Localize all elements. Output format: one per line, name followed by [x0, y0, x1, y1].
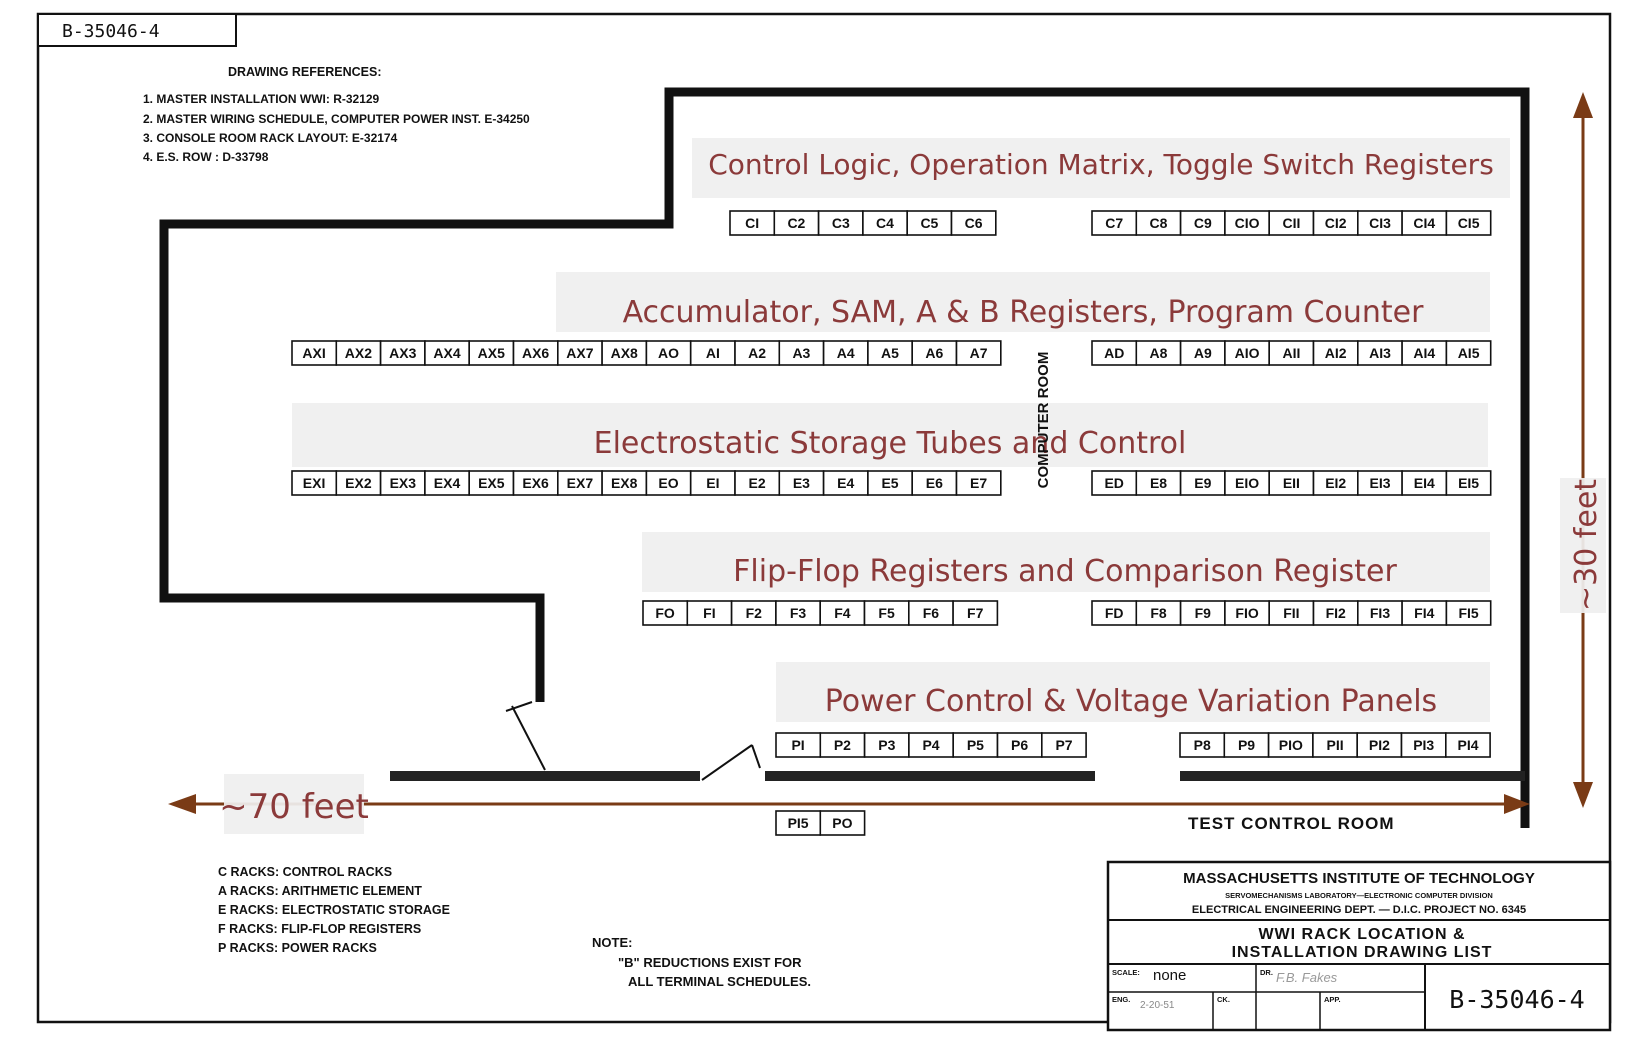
rack-pi3 — [1402, 733, 1446, 757]
ck-label: CK. — [1217, 995, 1230, 1004]
rack-ax2 — [336, 341, 380, 365]
rack-label: FI2 — [1325, 605, 1346, 621]
drawing-references — [143, 65, 530, 164]
dr-value: F.B. Fakes — [1276, 970, 1338, 985]
rack-fi5 — [1446, 601, 1490, 625]
height-dimension-label: ~30 feet — [1569, 478, 1604, 612]
rack-label: P5 — [966, 737, 984, 753]
rack-label: A4 — [836, 345, 855, 361]
rack-ei4 — [1402, 471, 1446, 495]
rack-label: EI4 — [1413, 475, 1435, 491]
rack-c8 — [1136, 211, 1180, 235]
rack-f4 — [820, 601, 864, 625]
rack-row-c-left — [730, 211, 996, 235]
rack-eii — [1269, 471, 1313, 495]
rack-ci — [730, 211, 774, 235]
rack-label: EX5 — [478, 475, 505, 491]
rack-label: AXI — [302, 345, 326, 361]
computer-room-label: COMPUTER ROOM — [1035, 351, 1052, 489]
rack-fii — [1269, 601, 1313, 625]
title-block — [1108, 862, 1610, 1030]
rack-a4 — [824, 341, 868, 365]
overlay-label-accumulator: Accumulator, SAM, A & B Registers, Program Counter — [622, 295, 1424, 330]
rack-label: PIO — [1278, 737, 1303, 753]
rack-label: AI4 — [1413, 345, 1436, 361]
rack-label: AI3 — [1369, 345, 1391, 361]
rack-label: E9 — [1194, 475, 1212, 491]
rack-label: F3 — [789, 605, 807, 621]
rack-label: E2 — [748, 475, 766, 491]
rack-label: PI2 — [1368, 737, 1390, 753]
rack-label: F5 — [878, 605, 895, 621]
rack-label: E3 — [792, 475, 810, 491]
drawing-number-top: B-35046-4 — [62, 21, 160, 42]
rack-ei5 — [1446, 471, 1490, 495]
rack-ei — [691, 471, 735, 495]
rack-ex8 — [602, 471, 646, 495]
rack-fi — [687, 601, 731, 625]
rack-label: CI2 — [1324, 215, 1347, 231]
rack-f8 — [1136, 601, 1180, 625]
rack-label: F7 — [967, 605, 984, 621]
rack-label: EO — [658, 475, 679, 491]
rack-e3 — [779, 471, 823, 495]
rack-label: FI4 — [1414, 605, 1435, 621]
rack-label: CII — [1282, 215, 1301, 231]
rack-eo — [646, 471, 690, 495]
overlay-label-control: Control Logic, Operation Matrix, Toggle Switch Registers — [708, 148, 1494, 181]
rack-label: E4 — [837, 475, 855, 491]
rack-label: AD — [1104, 345, 1125, 361]
rack-label: FI5 — [1458, 605, 1479, 621]
rack-f3 — [776, 601, 820, 625]
rack-p8 — [1180, 733, 1224, 757]
rack-ao — [646, 341, 690, 365]
legend-item: C RACKS: CONTROL RACKS — [218, 865, 393, 879]
rack-ei2 — [1314, 471, 1358, 495]
rack-a3 — [779, 341, 823, 365]
rack-label: P9 — [1237, 737, 1256, 753]
rack-label: ED — [1104, 475, 1124, 491]
rack-ex3 — [381, 471, 425, 495]
rack-label: AIO — [1234, 345, 1260, 361]
rack-label: CIO — [1234, 215, 1260, 231]
rack-label: F2 — [745, 605, 762, 621]
rack-label: CI3 — [1369, 215, 1391, 231]
rack-label: P8 — [1193, 737, 1211, 753]
rack-po — [820, 811, 864, 835]
rack-label: EX6 — [522, 475, 549, 491]
references-title: DRAWING REFERENCES: — [228, 65, 382, 79]
rack-ex4 — [425, 471, 469, 495]
rack-ax8 — [602, 341, 646, 365]
rack-label: EX7 — [566, 475, 594, 491]
rack-c5 — [907, 211, 951, 235]
app-label: APP. — [1324, 995, 1341, 1004]
rack-c4 — [863, 211, 907, 235]
rack-ci3 — [1358, 211, 1402, 235]
width-dimension-label: ~70 feet — [219, 787, 369, 827]
rack-label: F9 — [1194, 605, 1211, 621]
rack-pi — [776, 733, 820, 757]
rack-ex2 — [336, 471, 380, 495]
reference-item: 3. CONSOLE ROOM RACK LAYOUT: E-32174 — [143, 131, 398, 145]
lab-name: SERVOMECHANISMS LABORATORY—ELECTRONIC COMPUTER DIVISION — [1225, 891, 1493, 900]
rack-row-c-right — [1092, 211, 1491, 235]
rack-label: P7 — [1055, 737, 1073, 753]
rack-pi2 — [1357, 733, 1401, 757]
drawing-title-line1: WWI RACK LOCATION & — [1258, 926, 1466, 943]
rack-label: EX3 — [389, 475, 417, 491]
title-block-drawing-number: B-35046-4 — [1449, 985, 1585, 1014]
rack-aii — [1269, 341, 1313, 365]
rack-ci4 — [1402, 211, 1446, 235]
note-line: ALL TERMINAL SCHEDULES. — [628, 974, 811, 989]
rack-label: P4 — [922, 737, 940, 753]
rack-label: C8 — [1149, 215, 1168, 231]
eng-label: ENG. — [1112, 995, 1131, 1004]
test-control-room-label: TEST CONTROL ROOM — [1188, 814, 1395, 833]
rack-fd — [1092, 601, 1136, 625]
rack-row-p-bottom — [776, 811, 865, 835]
reference-item: 4. E.S. ROW : D-33798 — [143, 150, 269, 164]
rack-label: AX4 — [433, 345, 461, 361]
rack-label: EX2 — [345, 475, 372, 491]
rack-e4 — [824, 471, 868, 495]
rack-label: AI — [705, 345, 720, 361]
rack-label: FII — [1283, 605, 1300, 621]
rack-label: EI3 — [1369, 475, 1391, 491]
rack-a2 — [735, 341, 779, 365]
rack-label: EIO — [1235, 475, 1260, 491]
rack-aio — [1225, 341, 1269, 365]
rack-cii — [1269, 211, 1313, 235]
rack-label: F4 — [834, 605, 851, 621]
rack-p7 — [1042, 733, 1086, 757]
rack-label: PI4 — [1457, 737, 1479, 753]
rack-label: AII — [1282, 345, 1301, 361]
rack-ax6 — [514, 341, 558, 365]
rack-p3 — [865, 733, 909, 757]
rack-label: CI — [745, 215, 760, 231]
rack-e6 — [912, 471, 956, 495]
rack-ed — [1092, 471, 1136, 495]
rack-row-a-left — [292, 341, 1001, 365]
rack-pi5 — [776, 811, 820, 835]
department-name: ELECTRICAL ENGINEERING DEPT. — D.I.C. PROJECT NO. 6345 — [1191, 904, 1527, 916]
rack-label: CI4 — [1413, 215, 1436, 231]
rack-f9 — [1181, 601, 1225, 625]
rack-ci5 — [1446, 211, 1490, 235]
rack-label: AO — [658, 345, 679, 361]
rack-c9 — [1181, 211, 1225, 235]
rack-label: A7 — [969, 345, 988, 361]
rack-fi4 — [1402, 601, 1446, 625]
drawing-title-line2: INSTALLATION DRAWING LIST — [1231, 944, 1493, 961]
rack-label: C9 — [1193, 215, 1212, 231]
rack-label: CI5 — [1457, 215, 1480, 231]
rack-row-p-right — [1180, 733, 1490, 757]
rack-ax4 — [425, 341, 469, 365]
rack-label: A3 — [792, 345, 811, 361]
rack-ai — [691, 341, 735, 365]
rack-label: FD — [1104, 605, 1124, 621]
rack-label: P3 — [878, 737, 896, 753]
rack-label: FI — [703, 605, 716, 621]
legend-item: A RACKS: ARITHMETIC ELEMENT — [218, 884, 422, 898]
rack-f6 — [909, 601, 953, 625]
rack-a8 — [1136, 341, 1180, 365]
rack-label: EX8 — [610, 475, 638, 491]
rack-label: C5 — [920, 215, 939, 231]
rack-eio — [1225, 471, 1269, 495]
rack-e2 — [735, 471, 779, 495]
rack-p9 — [1224, 733, 1268, 757]
legend-item: E RACKS: ELECTROSTATIC STORAGE — [218, 903, 450, 917]
rack-fo — [643, 601, 687, 625]
rack-label: AX8 — [610, 345, 638, 361]
scale-label: SCALE: — [1112, 968, 1140, 977]
rack-label: AX2 — [344, 345, 373, 361]
rack-ex5 — [469, 471, 513, 495]
rack-c7 — [1092, 211, 1136, 235]
rack-ax7 — [558, 341, 602, 365]
rack-c6 — [952, 211, 996, 235]
rack-row-f-right — [1092, 601, 1491, 625]
rack-label: AX6 — [521, 345, 550, 361]
rack-ax5 — [469, 341, 513, 365]
rack-label: FI3 — [1369, 605, 1391, 621]
rack-f7 — [953, 601, 997, 625]
rack-row-f-left — [643, 601, 997, 625]
eng-value: 2-20-51 — [1140, 1000, 1175, 1011]
rack-a7 — [957, 341, 1001, 365]
rack-label: PI3 — [1413, 737, 1435, 753]
rack-label: E7 — [970, 475, 988, 491]
reference-item: 2. MASTER WIRING SCHEDULE, COMPUTER POWER INST. E-34250 — [143, 112, 530, 126]
rack-ai3 — [1358, 341, 1402, 365]
overlay-label-power: Power Control & Voltage Variation Panels — [824, 684, 1438, 719]
rack-row-p-left — [776, 733, 1086, 757]
rack-legend — [218, 865, 450, 955]
rack-label: PI — [791, 737, 805, 753]
rack-cio — [1225, 211, 1269, 235]
rack-ex6 — [514, 471, 558, 495]
rack-a5 — [868, 341, 912, 365]
rack-row-e-left — [292, 471, 1001, 495]
rack-pio — [1269, 733, 1313, 757]
rack-e5 — [868, 471, 912, 495]
rack-label: EXI — [302, 475, 326, 491]
rack-c2 — [774, 211, 818, 235]
rack-label: C3 — [831, 215, 850, 231]
rack-label: E6 — [925, 475, 943, 491]
rack-label: E5 — [881, 475, 899, 491]
overlay-label-flipflop: Flip-Flop Registers and Comparison Register — [733, 554, 1397, 589]
rack-fio — [1225, 601, 1269, 625]
rack-label: EI5 — [1458, 475, 1480, 491]
rack-p4 — [909, 733, 953, 757]
rack-fi2 — [1314, 601, 1358, 625]
dr-label: DR. — [1260, 968, 1273, 977]
rack-label: AI5 — [1457, 345, 1480, 361]
rack-ad — [1092, 341, 1136, 365]
rack-p6 — [998, 733, 1042, 757]
rack-label: A2 — [748, 345, 767, 361]
rack-label: A5 — [881, 345, 899, 361]
scale-value: none — [1153, 967, 1187, 984]
rack-ax3 — [381, 341, 425, 365]
rack-label: AX7 — [566, 345, 594, 361]
rack-ai2 — [1314, 341, 1358, 365]
rack-f2 — [732, 601, 776, 625]
rack-p5 — [953, 733, 997, 757]
rack-label: C6 — [964, 215, 983, 231]
rack-label: A9 — [1193, 345, 1212, 361]
rack-label: EI — [706, 475, 720, 491]
rack-f5 — [865, 601, 909, 625]
rack-e8 — [1136, 471, 1180, 495]
rack-row-e-right — [1092, 471, 1491, 495]
rack-ai4 — [1402, 341, 1446, 365]
rack-label: E8 — [1149, 475, 1168, 491]
rack-label: A8 — [1149, 345, 1168, 361]
rack-label: AI2 — [1324, 345, 1347, 361]
rack-label: FO — [655, 605, 675, 621]
rack-label: EI2 — [1325, 475, 1347, 491]
rack-axi — [292, 341, 336, 365]
rack-c3 — [819, 211, 863, 235]
height-dimension — [1560, 92, 1606, 808]
note-title: NOTE: — [592, 935, 633, 950]
rack-label: PO — [832, 815, 853, 831]
rack-pii — [1313, 733, 1357, 757]
rack-ei3 — [1358, 471, 1402, 495]
rack-label: C2 — [787, 215, 806, 231]
rack-label: EX4 — [433, 475, 461, 491]
reference-item: 1. MASTER INSTALLATION WWI: R-32129 — [143, 92, 380, 106]
rack-e7 — [957, 471, 1001, 495]
rack-e9 — [1181, 471, 1225, 495]
rack-p2 — [820, 733, 864, 757]
rack-a6 — [912, 341, 956, 365]
rack-label: P2 — [833, 737, 851, 753]
rack-label: F8 — [1150, 605, 1167, 621]
rack-label: A6 — [925, 345, 944, 361]
rack-label: C7 — [1105, 215, 1124, 231]
rack-label: P6 — [1011, 737, 1029, 753]
rack-label: AX3 — [389, 345, 417, 361]
rack-label: EII — [1282, 475, 1300, 491]
rack-ci2 — [1314, 211, 1358, 235]
rack-label: PII — [1326, 737, 1344, 753]
legend-item: P RACKS: POWER RACKS — [218, 941, 377, 955]
rack-ai5 — [1446, 341, 1490, 365]
rack-label: AX5 — [477, 345, 505, 361]
institution-name: MASSACHUSETTS INSTITUTE OF TECHNOLOGY — [1183, 870, 1535, 887]
rack-label: F6 — [922, 605, 940, 621]
rack-row-a-right — [1092, 341, 1491, 365]
rack-a9 — [1181, 341, 1225, 365]
rack-fi3 — [1358, 601, 1402, 625]
note — [592, 935, 811, 989]
rack-label: C4 — [876, 215, 894, 231]
note-line: "B" REDUCTIONS EXIST FOR — [618, 955, 802, 970]
rack-exi — [292, 471, 336, 495]
rack-ex7 — [558, 471, 602, 495]
rack-label: PI5 — [787, 815, 809, 831]
rack-label: FIO — [1235, 605, 1259, 621]
legend-item: F RACKS: FLIP-FLOP REGISTERS — [218, 922, 422, 936]
rack-pi4 — [1446, 733, 1490, 757]
overlay-label-electrostatic: Electrostatic Storage Tubes and Control — [593, 426, 1187, 461]
